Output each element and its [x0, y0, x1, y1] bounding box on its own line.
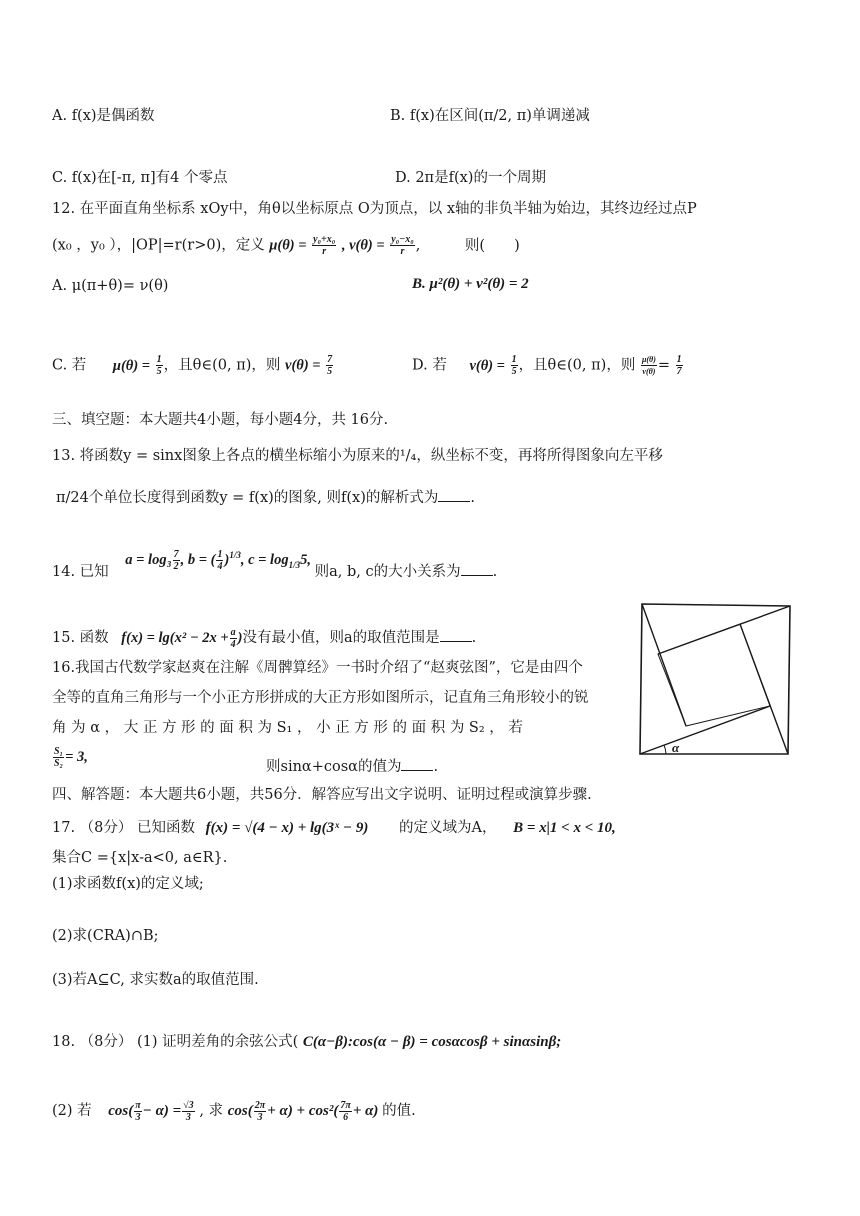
- q13-line2: π/24个单位长度得到函数y = f(x)的图象, 则f(x)的解析式为 .: [56, 487, 475, 508]
- q18-part1: 18. （8分） (1) 证明差角的余弦公式( C(α−β):cos(α − β) = cosαcosβ + sinαsinβ;: [52, 1034, 562, 1050]
- zhao-shuang-diagram: [636, 598, 796, 760]
- triangle-edge-bottom: [640, 706, 770, 754]
- angle-arc: [664, 745, 666, 754]
- q12-stem-line1: 12. 在平面直角坐标系 xOy中，角θ以坐标原点 O为顶点，以 x轴的非负半轴为始边，其终边经过点P: [52, 201, 697, 217]
- q11-option-a: A. f(x)是偶函数: [52, 108, 155, 124]
- answer-blank: [461, 561, 493, 576]
- section4-heading: 四、解答题：本大题共6小题，共56分．解答应写出文字说明、证明过程或演算步骤.: [52, 787, 592, 803]
- q16-ratio: $\frac{\text{S₁}}{\text{S₂}}$ = 3,: [54, 746, 88, 769]
- q12-stem-line2: (x₀ ，y₀ ），|OP|=r(r>0)，定义 μ(θ) = $\frac{\text{y₀+x₀}}{r}$ , ν(θ) = $\frac{\text{y₀−x₀}}{r}$ , 则( ): [52, 234, 520, 257]
- q14-line: 14. 已知 a = log₃ $\frac{7}{2}$ , b = ( $\frac{1}{4}$ )$^{1/3}$, $c = \log_{1/3}5$, 则a, b, c的大小关系为 .: [52, 549, 498, 580]
- q11-option-d: D. 2π是f(x)的一个周期: [395, 170, 546, 186]
- q13-line1: 13. 将函数y = sinx图象上各点的横坐标缩小为原来的¹/₄，纵坐标不变，再将所得图象向左平移: [52, 448, 663, 464]
- q12-option-c: C. 若 μ(θ) = $\frac{1}{5}$ ，且θ∈(0, π)，则 ν(θ) = $\frac{7}{5}$: [52, 354, 333, 377]
- nu-fraction: $\frac{\text{y₀−x₀}}{r}$: [391, 234, 414, 257]
- answer-blank: [438, 487, 470, 502]
- q17-part3: (3)若A⊆C, 求实数a的取值范围.: [52, 972, 259, 988]
- q12-option-a: A. μ(π+θ)= ν(θ): [52, 278, 169, 294]
- q12-option-b: B. μ²(θ) + ν²(θ) = 2: [412, 276, 529, 292]
- q15-line: 15. 函数 f(x) = lg(x² − 2x + $\frac{a}{4}$ )没有最小值，则a的取值范围是 .: [52, 627, 477, 651]
- q12-option-d: D. 若 ν(θ) = $\frac{1}{5}$ ，且θ∈(0, π)，则 $\frac{\mu(\theta)}{\nu(\theta)}$ = $\frac{1}{7}$: [412, 354, 682, 377]
- q17-part2: (2)求(CRA)∩B;: [52, 928, 159, 944]
- section3-heading: 三、填空题：本大题共4小题，每小题4分，共 16分.: [52, 412, 389, 428]
- large-square: [640, 604, 790, 754]
- q16-line3: 角 为 α ， 大 正 方 形 的 面 积 为 S₁ ， 小 正 方 形 的 面 积 为 S₂ ， 若: [52, 720, 523, 736]
- small-square: [658, 624, 770, 726]
- q16-line4: 则sinα+cosα的值为 .: [266, 756, 438, 777]
- answer-blank: [440, 627, 472, 642]
- q17-line2: 集合C ={x|x-a<0, a∈R}.: [52, 850, 228, 866]
- q11-option-b: B. f(x)在区间(π/2, π)单调递减: [390, 108, 590, 124]
- q11-option-c: C. f(x)在[-π, π]有4 个零点: [52, 170, 228, 186]
- mu-fraction: $\frac{\text{y₀+x₀}}{r}$: [313, 234, 336, 257]
- q17-line1: 17. （8分） 已知函数 f(x) = √(4 − x) + lg(3ˣ − 9) 的定义域为A， B = x|1 < x < 10,: [52, 820, 616, 836]
- answer-blank: [401, 756, 433, 771]
- q17-part1: (1)求函数f(x)的定义域;: [52, 876, 204, 892]
- q18-part2: (2) 若 cos( $\frac{\pi}{3}$ − α) = $\frac{√3}{3}$ , 求 cos( $\frac{2\pi}{3}$ + α) + cos²( $\frac{7\pi}{6}$ + α) 的值.: [52, 1100, 416, 1123]
- angle-alpha-label: α: [672, 740, 680, 755]
- q16-line1: 16.我国古代数学家赵爽在注解《周髀算经》一书时介绍了“赵爽弦图”，它是由四个: [52, 660, 583, 676]
- q16-line2: 全等的直角三角形与一个小正方形拼成的大正方形如图所示，记直角三角形较小的锐: [52, 690, 589, 706]
